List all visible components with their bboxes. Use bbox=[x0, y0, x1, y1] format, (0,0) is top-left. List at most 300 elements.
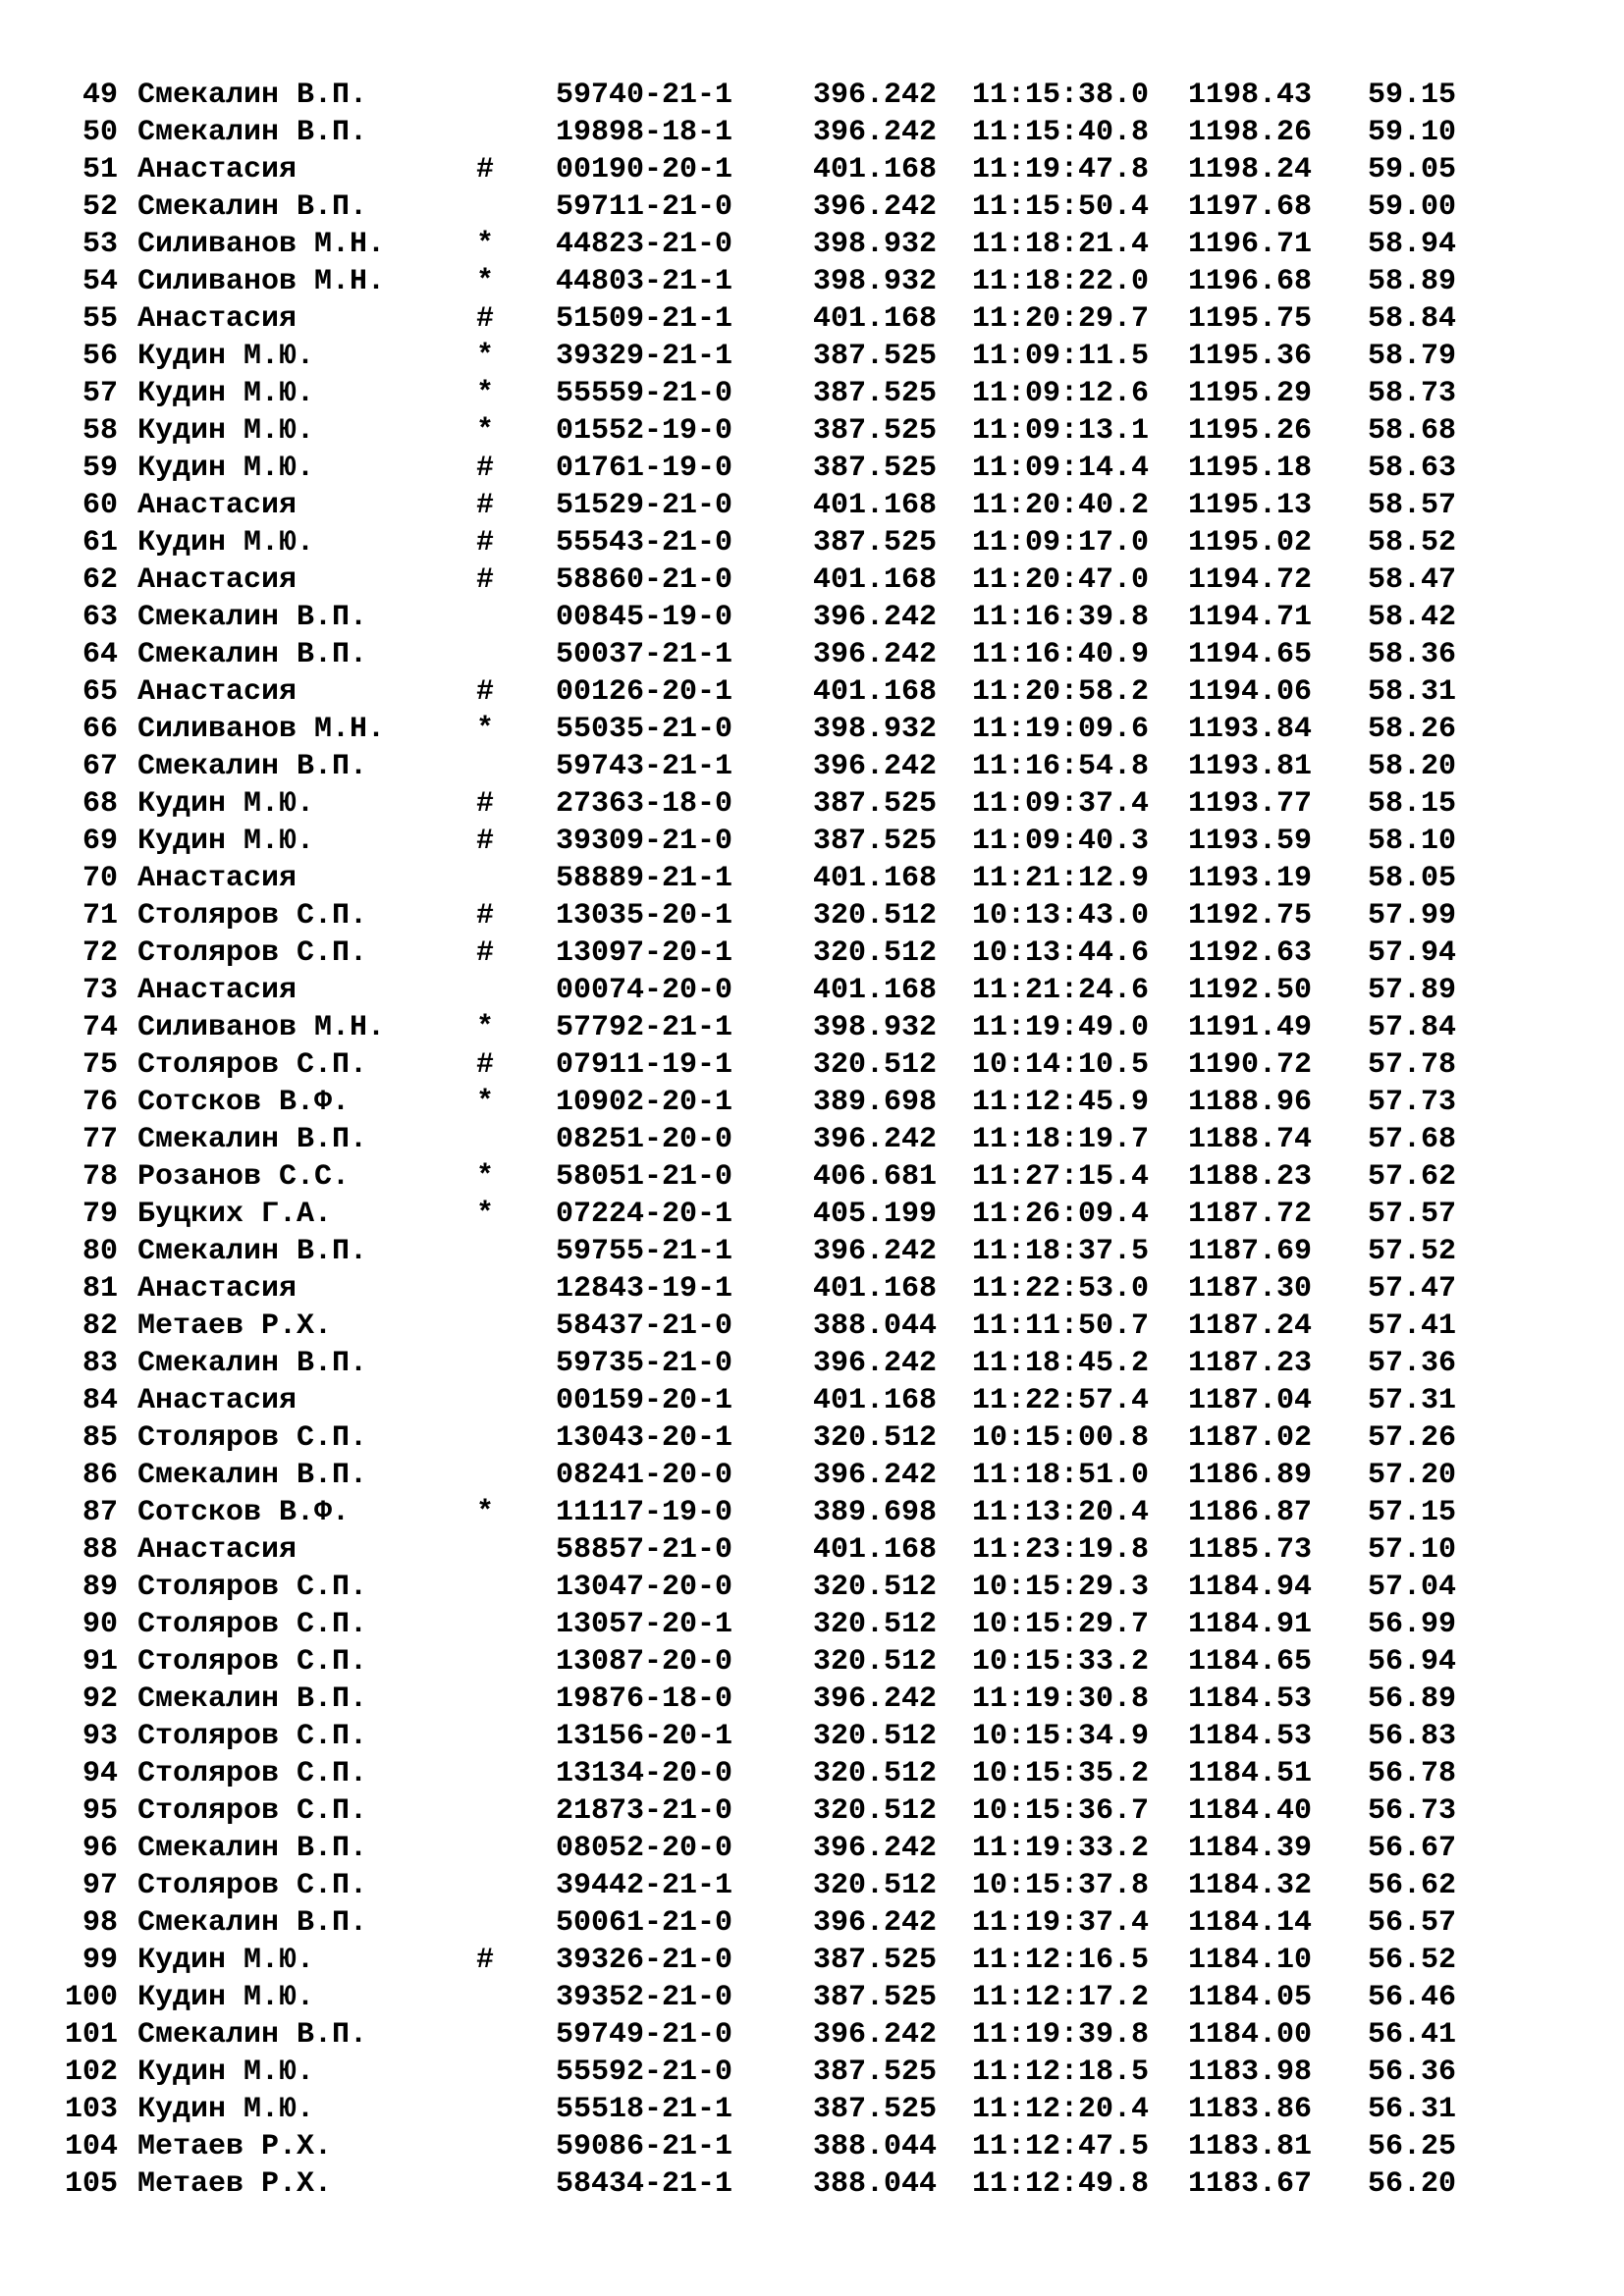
position-number: 85 bbox=[81, 1421, 118, 1455]
score: 57.57 bbox=[1368, 1198, 1457, 1231]
result-row bbox=[0, 561, 1624, 599]
score: 57.31 bbox=[1368, 1384, 1457, 1417]
arrival-time: 11:15:38.0 bbox=[972, 79, 1150, 112]
fancier-name: Силиванов М.Н. bbox=[137, 1011, 386, 1044]
speed: 1187.69 bbox=[1188, 1235, 1313, 1268]
score: 56.62 bbox=[1368, 1869, 1457, 1902]
score: 57.36 bbox=[1368, 1347, 1457, 1380]
position-number: 81 bbox=[81, 1272, 118, 1306]
fancier-name: Метаев Р.Х. bbox=[137, 1309, 333, 1343]
ring-number: 13035-20-1 bbox=[556, 899, 733, 933]
status-mark: * bbox=[475, 414, 494, 448]
fancier-name: Анастасия bbox=[137, 862, 298, 895]
distance: 388.044 bbox=[813, 1309, 938, 1343]
result-row bbox=[0, 1830, 1624, 1867]
score: 57.62 bbox=[1368, 1160, 1457, 1194]
ring-number: 57792-21-1 bbox=[556, 1011, 733, 1044]
position-number: 88 bbox=[81, 1533, 118, 1567]
position-number: 63 bbox=[81, 601, 118, 634]
arrival-time: 10:15:36.7 bbox=[972, 1794, 1150, 1828]
arrival-time: 11:09:11.5 bbox=[972, 340, 1150, 373]
fancier-name: Кудин М.Ю. bbox=[137, 1981, 315, 2014]
status-mark: # bbox=[475, 489, 494, 522]
position-number: 62 bbox=[81, 563, 118, 597]
distance: 389.698 bbox=[813, 1086, 938, 1119]
score: 58.89 bbox=[1368, 265, 1457, 298]
result-row bbox=[0, 823, 1624, 860]
score: 58.79 bbox=[1368, 340, 1457, 373]
fancier-name: Анастасия bbox=[137, 153, 298, 187]
distance: 387.525 bbox=[813, 2093, 938, 2126]
status-mark: # bbox=[475, 563, 494, 597]
position-number: 65 bbox=[81, 675, 118, 709]
results-list bbox=[0, 77, 1624, 2203]
score: 58.05 bbox=[1368, 862, 1457, 895]
status-mark: # bbox=[475, 1944, 494, 1977]
distance: 387.525 bbox=[813, 1944, 938, 1977]
arrival-time: 11:26:09.4 bbox=[972, 1198, 1150, 1231]
fancier-name: Кудин М.Ю. bbox=[137, 825, 315, 858]
speed: 1193.77 bbox=[1188, 787, 1313, 821]
score: 58.15 bbox=[1368, 787, 1457, 821]
score: 58.94 bbox=[1368, 228, 1457, 261]
ring-number: 44823-21-0 bbox=[556, 228, 733, 261]
distance: 320.512 bbox=[813, 1048, 938, 1082]
status-mark: # bbox=[475, 1048, 494, 1082]
result-row bbox=[0, 1494, 1624, 1531]
ring-number: 58860-21-0 bbox=[556, 563, 733, 597]
ring-number: 58437-21-0 bbox=[556, 1309, 733, 1343]
distance: 396.242 bbox=[813, 1123, 938, 1156]
arrival-time: 11:12:17.2 bbox=[972, 1981, 1150, 2014]
ring-number: 13156-20-1 bbox=[556, 1720, 733, 1753]
arrival-time: 11:12:47.5 bbox=[972, 2130, 1150, 2163]
fancier-name: Столяров С.П. bbox=[137, 1869, 368, 1902]
status-mark: # bbox=[475, 675, 494, 709]
distance: 396.242 bbox=[813, 1682, 938, 1716]
score: 56.94 bbox=[1368, 1645, 1457, 1679]
speed: 1194.72 bbox=[1188, 563, 1313, 597]
speed: 1195.75 bbox=[1188, 302, 1313, 336]
ring-number: 44803-21-1 bbox=[556, 265, 733, 298]
score: 57.84 bbox=[1368, 1011, 1457, 1044]
speed: 1196.71 bbox=[1188, 228, 1313, 261]
arrival-time: 10:13:44.6 bbox=[972, 936, 1150, 970]
position-number: 83 bbox=[81, 1347, 118, 1380]
score: 56.25 bbox=[1368, 2130, 1457, 2163]
distance: 387.525 bbox=[813, 2056, 938, 2089]
ring-number: 59749-21-0 bbox=[556, 2018, 733, 2052]
result-row bbox=[0, 599, 1624, 636]
ring-number: 08241-20-0 bbox=[556, 1459, 733, 1492]
speed: 1184.05 bbox=[1188, 1981, 1313, 2014]
score: 57.68 bbox=[1368, 1123, 1457, 1156]
distance: 401.168 bbox=[813, 489, 938, 522]
arrival-time: 11:22:57.4 bbox=[972, 1384, 1150, 1417]
fancier-name: Анастасия bbox=[137, 563, 298, 597]
ring-number: 51529-21-0 bbox=[556, 489, 733, 522]
speed: 1195.13 bbox=[1188, 489, 1313, 522]
position-number: 82 bbox=[81, 1309, 118, 1343]
position-number: 61 bbox=[81, 526, 118, 560]
status-mark: # bbox=[475, 825, 494, 858]
position-number: 78 bbox=[81, 1160, 118, 1194]
speed: 1193.59 bbox=[1188, 825, 1313, 858]
arrival-time: 11:18:21.4 bbox=[972, 228, 1150, 261]
speed: 1192.63 bbox=[1188, 936, 1313, 970]
ring-number: 27363-18-0 bbox=[556, 787, 733, 821]
distance: 388.044 bbox=[813, 2130, 938, 2163]
score: 56.67 bbox=[1368, 1832, 1457, 1865]
fancier-name: Смекалин В.П. bbox=[137, 116, 368, 149]
distance: 396.242 bbox=[813, 1832, 938, 1865]
fancier-name: Столяров С.П. bbox=[137, 1608, 368, 1641]
fancier-name: Столяров С.П. bbox=[137, 899, 368, 933]
score: 58.68 bbox=[1368, 414, 1457, 448]
position-number: 51 bbox=[81, 153, 118, 187]
score: 57.94 bbox=[1368, 936, 1457, 970]
score: 57.04 bbox=[1368, 1571, 1457, 1604]
result-row bbox=[0, 1606, 1624, 1643]
speed: 1184.00 bbox=[1188, 2018, 1313, 2052]
position-number: 55 bbox=[81, 302, 118, 336]
ring-number: 39442-21-1 bbox=[556, 1869, 733, 1902]
position-number: 58 bbox=[81, 414, 118, 448]
position-number: 79 bbox=[81, 1198, 118, 1231]
arrival-time: 11:09:40.3 bbox=[972, 825, 1150, 858]
fancier-name: Смекалин В.П. bbox=[137, 601, 368, 634]
position-number: 89 bbox=[81, 1571, 118, 1604]
position-number: 56 bbox=[81, 340, 118, 373]
ring-number: 58051-21-0 bbox=[556, 1160, 733, 1194]
ring-number: 55543-21-0 bbox=[556, 526, 733, 560]
speed: 1184.39 bbox=[1188, 1832, 1313, 1865]
distance: 387.525 bbox=[813, 526, 938, 560]
result-row bbox=[0, 748, 1624, 785]
distance: 396.242 bbox=[813, 601, 938, 634]
ring-number: 39309-21-0 bbox=[556, 825, 733, 858]
score: 58.36 bbox=[1368, 638, 1457, 671]
ring-number: 13047-20-0 bbox=[556, 1571, 733, 1604]
fancier-name: Буцких Г.А. bbox=[137, 1198, 333, 1231]
arrival-time: 11:19:30.8 bbox=[972, 1682, 1150, 1716]
distance: 398.932 bbox=[813, 228, 938, 261]
speed: 1198.24 bbox=[1188, 153, 1313, 187]
status-mark: * bbox=[475, 1160, 494, 1194]
fancier-name: Смекалин В.П. bbox=[137, 1459, 368, 1492]
speed: 1183.67 bbox=[1188, 2167, 1313, 2201]
fancier-name: Кудин М.Ю. bbox=[137, 377, 315, 410]
result-row bbox=[0, 1643, 1624, 1681]
score: 58.20 bbox=[1368, 750, 1457, 783]
speed: 1195.26 bbox=[1188, 414, 1313, 448]
score: 57.73 bbox=[1368, 1086, 1457, 1119]
speed: 1184.51 bbox=[1188, 1757, 1313, 1790]
distance: 396.242 bbox=[813, 1347, 938, 1380]
fancier-name: Смекалин В.П. bbox=[137, 1347, 368, 1380]
arrival-time: 11:20:58.2 bbox=[972, 675, 1150, 709]
speed: 1187.30 bbox=[1188, 1272, 1313, 1306]
distance: 401.168 bbox=[813, 1384, 938, 1417]
position-number: 90 bbox=[81, 1608, 118, 1641]
distance: 320.512 bbox=[813, 1421, 938, 1455]
arrival-time: 10:15:33.2 bbox=[972, 1645, 1150, 1679]
status-mark: * bbox=[475, 377, 494, 410]
position-number: 60 bbox=[81, 489, 118, 522]
ring-number: 39326-21-0 bbox=[556, 1944, 733, 1977]
position-number: 76 bbox=[81, 1086, 118, 1119]
speed: 1198.43 bbox=[1188, 79, 1313, 112]
position-number: 84 bbox=[81, 1384, 118, 1417]
speed: 1184.40 bbox=[1188, 1794, 1313, 1828]
ring-number: 58434-21-1 bbox=[556, 2167, 733, 2201]
status-mark: * bbox=[475, 1198, 494, 1231]
ring-number: 13134-20-0 bbox=[556, 1757, 733, 1790]
fancier-name: Смекалин В.П. bbox=[137, 1123, 368, 1156]
score: 57.26 bbox=[1368, 1421, 1457, 1455]
score: 58.57 bbox=[1368, 489, 1457, 522]
ring-number: 58889-21-1 bbox=[556, 862, 733, 895]
arrival-time: 11:09:37.4 bbox=[972, 787, 1150, 821]
arrival-time: 11:21:24.6 bbox=[972, 974, 1150, 1007]
ring-number: 13097-20-1 bbox=[556, 936, 733, 970]
fancier-name: Анастасия bbox=[137, 974, 298, 1007]
score: 59.00 bbox=[1368, 190, 1457, 224]
position-number: 98 bbox=[81, 1906, 118, 1940]
score: 58.73 bbox=[1368, 377, 1457, 410]
result-row bbox=[0, 1121, 1624, 1158]
fancier-name: Столяров С.П. bbox=[137, 1048, 368, 1082]
position-number: 96 bbox=[81, 1832, 118, 1865]
ring-number: 01552-19-0 bbox=[556, 414, 733, 448]
score: 57.41 bbox=[1368, 1309, 1457, 1343]
distance: 396.242 bbox=[813, 750, 938, 783]
result-row bbox=[0, 1046, 1624, 1084]
position-number: 70 bbox=[81, 862, 118, 895]
status-mark: # bbox=[475, 452, 494, 485]
fancier-name: Смекалин В.П. bbox=[137, 79, 368, 112]
ring-number: 01761-19-0 bbox=[556, 452, 733, 485]
arrival-time: 11:09:12.6 bbox=[972, 377, 1150, 410]
arrival-time: 11:16:40.9 bbox=[972, 638, 1150, 671]
result-row bbox=[0, 1158, 1624, 1196]
speed: 1184.91 bbox=[1188, 1608, 1313, 1641]
status-mark: # bbox=[475, 526, 494, 560]
speed: 1193.81 bbox=[1188, 750, 1313, 783]
result-row bbox=[0, 1419, 1624, 1457]
status-mark: # bbox=[475, 302, 494, 336]
fancier-name: Смекалин В.П. bbox=[137, 750, 368, 783]
arrival-time: 11:19:49.0 bbox=[972, 1011, 1150, 1044]
position-number: 72 bbox=[81, 936, 118, 970]
ring-number: 11117-19-0 bbox=[556, 1496, 733, 1529]
result-row bbox=[0, 375, 1624, 412]
distance: 396.242 bbox=[813, 1906, 938, 1940]
distance: 320.512 bbox=[813, 936, 938, 970]
speed: 1192.75 bbox=[1188, 899, 1313, 933]
result-row bbox=[0, 711, 1624, 748]
score: 58.52 bbox=[1368, 526, 1457, 560]
ring-number: 19876-18-0 bbox=[556, 1682, 733, 1716]
ring-number: 58857-21-0 bbox=[556, 1533, 733, 1567]
fancier-name: Столяров С.П. bbox=[137, 936, 368, 970]
speed: 1198.26 bbox=[1188, 116, 1313, 149]
result-row bbox=[0, 972, 1624, 1009]
status-mark: # bbox=[475, 787, 494, 821]
speed: 1183.98 bbox=[1188, 2056, 1313, 2089]
arrival-time: 11:22:53.0 bbox=[972, 1272, 1150, 1306]
fancier-name: Кудин М.Ю. bbox=[137, 2093, 315, 2126]
result-row bbox=[0, 151, 1624, 188]
position-number: 49 bbox=[81, 79, 118, 112]
status-mark: # bbox=[475, 899, 494, 933]
speed: 1184.53 bbox=[1188, 1720, 1313, 1753]
position-number: 71 bbox=[81, 899, 118, 933]
score: 56.78 bbox=[1368, 1757, 1457, 1790]
speed: 1188.74 bbox=[1188, 1123, 1313, 1156]
arrival-time: 11:20:40.2 bbox=[972, 489, 1150, 522]
speed: 1183.86 bbox=[1188, 2093, 1313, 2126]
result-row bbox=[0, 226, 1624, 263]
result-row bbox=[0, 1867, 1624, 1904]
result-row bbox=[0, 636, 1624, 673]
score: 59.05 bbox=[1368, 153, 1457, 187]
score: 56.57 bbox=[1368, 1906, 1457, 1940]
score: 57.78 bbox=[1368, 1048, 1457, 1082]
result-row bbox=[0, 487, 1624, 524]
score: 56.89 bbox=[1368, 1682, 1457, 1716]
position-number: 74 bbox=[81, 1011, 118, 1044]
result-row bbox=[0, 1308, 1624, 1345]
status-mark: * bbox=[475, 265, 494, 298]
score: 59.15 bbox=[1368, 79, 1457, 112]
fancier-name: Метаев Р.Х. bbox=[137, 2130, 333, 2163]
ring-number: 55559-21-0 bbox=[556, 377, 733, 410]
position-number: 97 bbox=[81, 1869, 118, 1902]
fancier-name: Столяров С.П. bbox=[137, 1421, 368, 1455]
status-mark: * bbox=[475, 1011, 494, 1044]
fancier-name: Сотсков В.Ф. bbox=[137, 1086, 351, 1119]
ring-number: 07911-19-1 bbox=[556, 1048, 733, 1082]
distance: 401.168 bbox=[813, 153, 938, 187]
arrival-time: 11:23:19.8 bbox=[972, 1533, 1150, 1567]
speed: 1188.96 bbox=[1188, 1086, 1313, 1119]
ring-number: 00190-20-1 bbox=[556, 153, 733, 187]
score: 57.47 bbox=[1368, 1272, 1457, 1306]
result-row bbox=[0, 300, 1624, 338]
result-row bbox=[0, 1792, 1624, 1830]
speed: 1192.50 bbox=[1188, 974, 1313, 1007]
fancier-name: Столяров С.П. bbox=[137, 1794, 368, 1828]
fancier-name: Силиванов М.Н. bbox=[137, 265, 386, 298]
speed: 1185.73 bbox=[1188, 1533, 1313, 1567]
arrival-time: 11:09:13.1 bbox=[972, 414, 1150, 448]
arrival-time: 11:19:09.6 bbox=[972, 713, 1150, 746]
fancier-name: Смекалин В.П. bbox=[137, 190, 368, 224]
ring-number: 59735-21-0 bbox=[556, 1347, 733, 1380]
arrival-time: 11:20:47.0 bbox=[972, 563, 1150, 597]
result-row bbox=[0, 2165, 1624, 2203]
result-row bbox=[0, 412, 1624, 450]
position-number: 102 bbox=[64, 2056, 118, 2089]
speed: 1190.72 bbox=[1188, 1048, 1313, 1082]
position-number: 93 bbox=[81, 1720, 118, 1753]
status-mark: * bbox=[475, 228, 494, 261]
arrival-time: 11:18:45.2 bbox=[972, 1347, 1150, 1380]
distance: 396.242 bbox=[813, 2018, 938, 2052]
arrival-time: 11:16:54.8 bbox=[972, 750, 1150, 783]
ring-number: 13057-20-1 bbox=[556, 1608, 733, 1641]
fancier-name: Анастасия bbox=[137, 1272, 298, 1306]
position-number: 100 bbox=[64, 1981, 118, 2014]
arrival-time: 11:18:37.5 bbox=[972, 1235, 1150, 1268]
speed: 1184.53 bbox=[1188, 1682, 1313, 1716]
speed: 1195.29 bbox=[1188, 377, 1313, 410]
fancier-name: Сотсков В.Ф. bbox=[137, 1496, 351, 1529]
fancier-name: Анастасия bbox=[137, 1384, 298, 1417]
result-row bbox=[0, 1270, 1624, 1308]
speed: 1187.24 bbox=[1188, 1309, 1313, 1343]
ring-number: 55035-21-0 bbox=[556, 713, 733, 746]
result-row bbox=[0, 1382, 1624, 1419]
fancier-name: Столяров С.П. bbox=[137, 1645, 368, 1679]
position-number: 103 bbox=[64, 2093, 118, 2126]
ring-number: 08251-20-0 bbox=[556, 1123, 733, 1156]
distance: 387.525 bbox=[813, 377, 938, 410]
distance: 401.168 bbox=[813, 563, 938, 597]
position-number: 64 bbox=[81, 638, 118, 671]
speed: 1194.65 bbox=[1188, 638, 1313, 671]
ring-number: 39329-21-1 bbox=[556, 340, 733, 373]
ring-number: 13087-20-0 bbox=[556, 1645, 733, 1679]
position-number: 68 bbox=[81, 787, 118, 821]
distance: 396.242 bbox=[813, 1235, 938, 1268]
arrival-time: 11:09:14.4 bbox=[972, 452, 1150, 485]
fancier-name: Анастасия bbox=[137, 302, 298, 336]
position-number: 67 bbox=[81, 750, 118, 783]
distance: 401.168 bbox=[813, 302, 938, 336]
fancier-name: Столяров С.П. bbox=[137, 1571, 368, 1604]
status-mark: * bbox=[475, 1086, 494, 1119]
speed: 1193.84 bbox=[1188, 713, 1313, 746]
fancier-name: Смекалин В.П. bbox=[137, 1682, 368, 1716]
distance: 396.242 bbox=[813, 1459, 938, 1492]
distance: 320.512 bbox=[813, 1794, 938, 1828]
result-row bbox=[0, 1345, 1624, 1382]
position-number: 105 bbox=[64, 2167, 118, 2201]
result-row bbox=[0, 1979, 1624, 2016]
position-number: 99 bbox=[81, 1944, 118, 1977]
result-row bbox=[0, 2128, 1624, 2165]
fancier-name: Анастасия bbox=[137, 489, 298, 522]
score: 56.41 bbox=[1368, 2018, 1457, 2052]
distance: 320.512 bbox=[813, 1571, 938, 1604]
score: 56.83 bbox=[1368, 1720, 1457, 1753]
position-number: 57 bbox=[81, 377, 118, 410]
fancier-name: Смекалин В.П. bbox=[137, 1906, 368, 1940]
ring-number: 50061-21-0 bbox=[556, 1906, 733, 1940]
score: 56.73 bbox=[1368, 1794, 1457, 1828]
position-number: 87 bbox=[81, 1496, 118, 1529]
fancier-name: Столяров С.П. bbox=[137, 1720, 368, 1753]
distance: 389.698 bbox=[813, 1496, 938, 1529]
score: 57.15 bbox=[1368, 1496, 1457, 1529]
distance: 320.512 bbox=[813, 1645, 938, 1679]
ring-number: 08052-20-0 bbox=[556, 1832, 733, 1865]
position-number: 94 bbox=[81, 1757, 118, 1790]
arrival-time: 11:18:51.0 bbox=[972, 1459, 1150, 1492]
distance: 320.512 bbox=[813, 899, 938, 933]
